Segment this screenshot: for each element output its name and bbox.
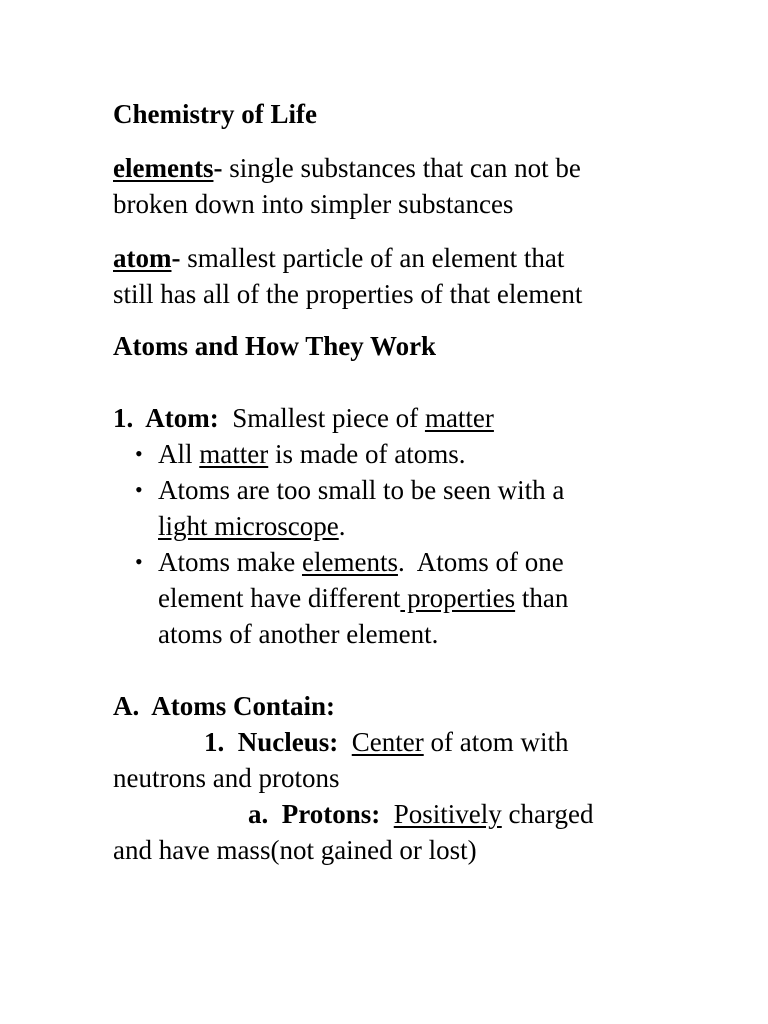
nucleus-text: of atom with bbox=[423, 727, 569, 757]
protons-label: a. Protons: bbox=[248, 799, 381, 829]
list-text: . Atoms of one bbox=[397, 547, 564, 577]
item-text: Smallest piece of bbox=[218, 403, 425, 433]
protons-line bbox=[113, 796, 673, 832]
list-text: than bbox=[515, 583, 569, 613]
list-text: is made of atoms. bbox=[268, 439, 466, 469]
list-item bbox=[113, 436, 673, 472]
list-text: element have different bbox=[158, 583, 401, 613]
numbered-item-atom bbox=[113, 400, 673, 436]
definition-line bbox=[113, 150, 673, 186]
bullet-icon: • bbox=[135, 477, 143, 502]
definition-separator: - bbox=[213, 153, 223, 183]
definition-line: broken down into simpler substances bbox=[113, 189, 514, 219]
section-heading: Atoms and How They Work bbox=[113, 331, 437, 361]
section-a-heading: A. Atoms Contain: bbox=[113, 691, 336, 721]
page-title: Chemistry of Life bbox=[113, 99, 317, 129]
definition-line: still has all of the properties of that element bbox=[113, 279, 583, 309]
definition-text: single substances that can not be bbox=[222, 153, 581, 183]
list-underlined-term: elements bbox=[301, 547, 398, 577]
protons-text: charged bbox=[501, 799, 594, 829]
definition-text: smallest particle of an element that bbox=[180, 243, 565, 273]
nucleus-label: 1. Nucleus: bbox=[204, 727, 339, 757]
nucleus-continuation: neutrons and protons bbox=[113, 763, 340, 793]
protons-underlined-term: Positively bbox=[393, 799, 502, 829]
bullet-list bbox=[113, 436, 673, 652]
list-underlined-term: light microscope bbox=[158, 511, 339, 541]
item-label: 1. Atom: bbox=[113, 403, 219, 433]
bullet-icon: • bbox=[135, 441, 143, 466]
spacer-text bbox=[338, 727, 352, 757]
definition-elements bbox=[113, 150, 673, 222]
protons-continuation: and have mass(not gained or lost) bbox=[113, 835, 477, 865]
list-underlined-term: properties bbox=[400, 583, 516, 613]
list-item-line bbox=[158, 544, 673, 580]
list-text: Atoms make bbox=[158, 547, 302, 577]
list-item-line bbox=[158, 508, 673, 544]
item-underlined-term: matter bbox=[424, 403, 494, 433]
list-item-line: atoms of another element. bbox=[158, 619, 439, 649]
list-item-line bbox=[158, 436, 673, 472]
definition-atom bbox=[113, 240, 673, 312]
bullet-icon: • bbox=[135, 549, 143, 574]
list-text: All bbox=[158, 439, 200, 469]
definition-line bbox=[113, 240, 673, 276]
spacer-text bbox=[380, 799, 394, 829]
definition-term: elements bbox=[113, 153, 214, 183]
list-underlined-term: matter bbox=[199, 439, 269, 469]
list-item bbox=[113, 544, 673, 652]
nucleus-line bbox=[113, 724, 673, 760]
list-item-line bbox=[158, 580, 673, 616]
list-item-line: Atoms are too small to be seen with a bbox=[158, 475, 565, 505]
definition-separator: - bbox=[171, 243, 181, 273]
list-text: . bbox=[338, 511, 346, 541]
document-page bbox=[113, 96, 673, 868]
definition-term: atom bbox=[113, 243, 172, 273]
nucleus-underlined-term: Center bbox=[351, 727, 424, 757]
list-item bbox=[113, 472, 673, 544]
